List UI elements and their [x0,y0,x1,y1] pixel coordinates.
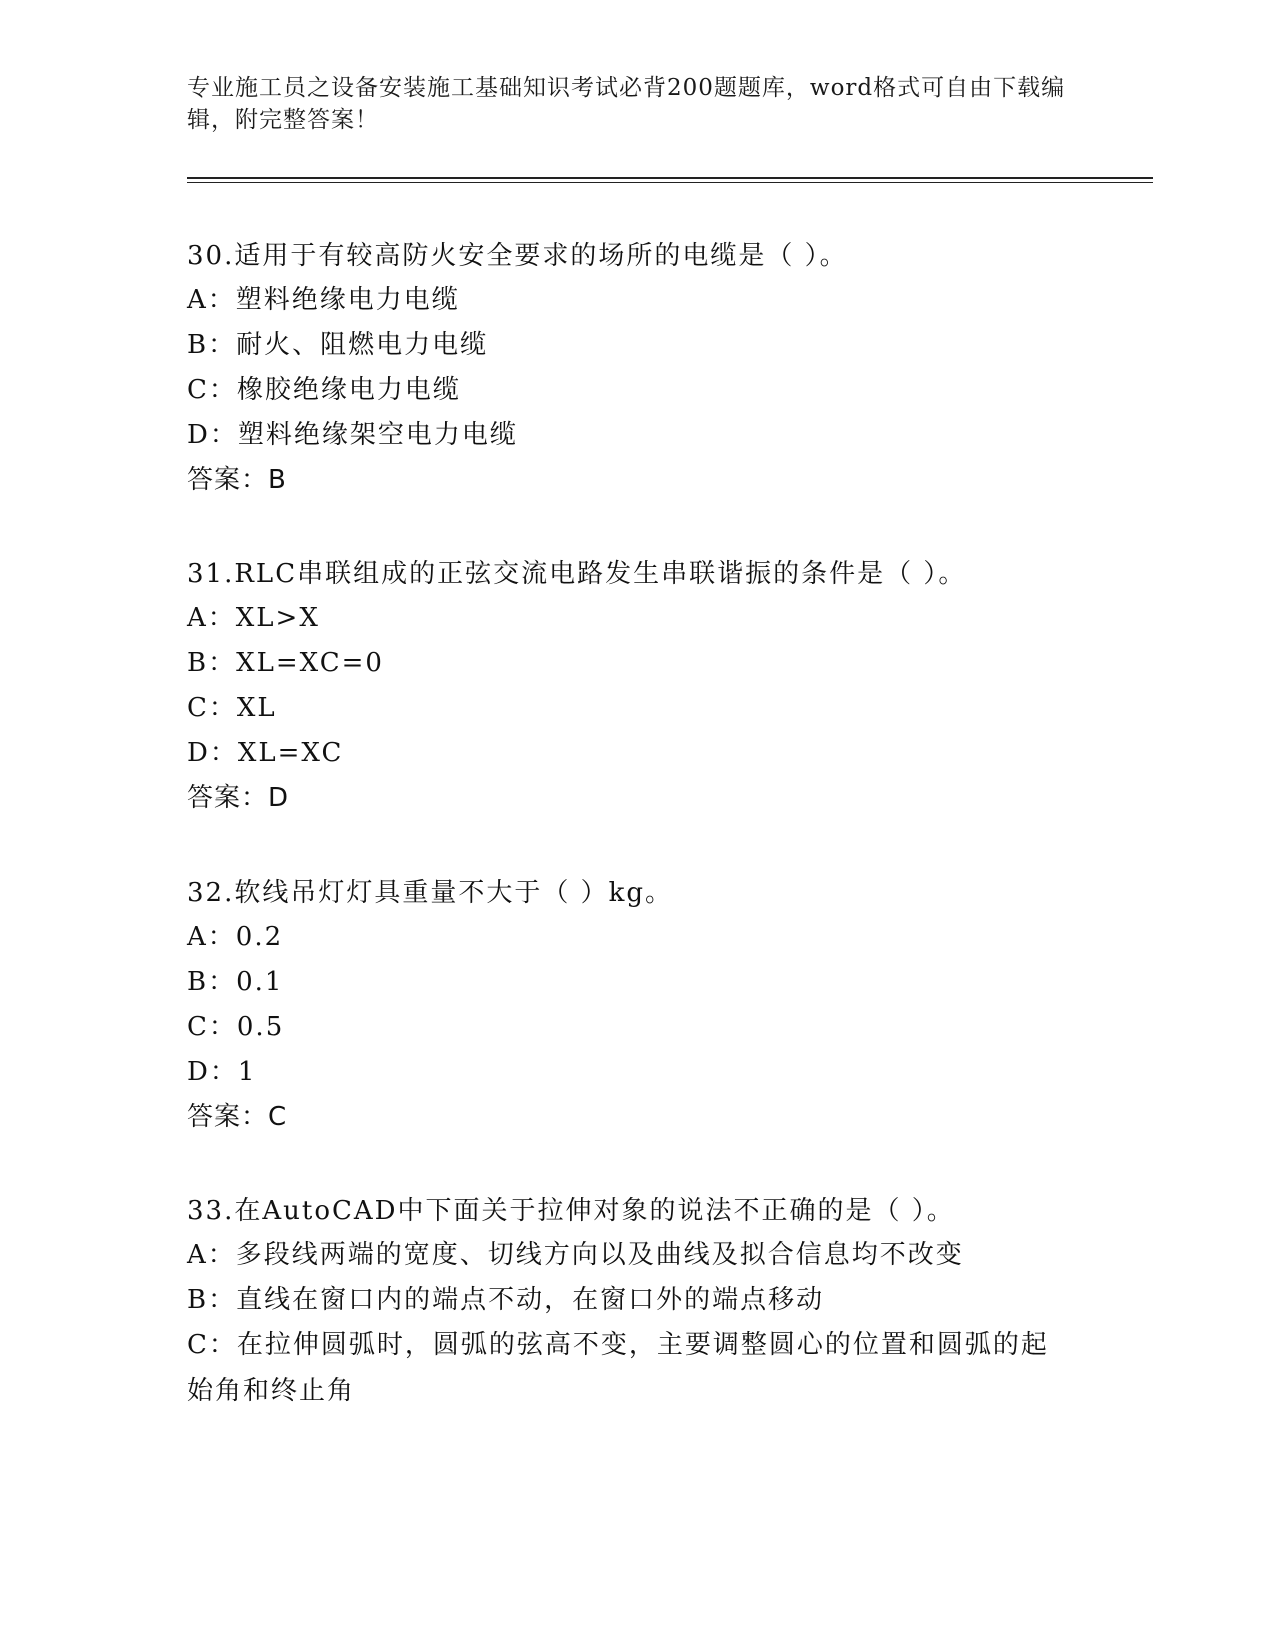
question-30 [187,240,1087,496]
answer: 答案：D [187,783,290,813]
option-a: A：XL>X [187,603,320,633]
header-divider-bottom [187,182,1153,183]
option-d: D：塑料绝缘架空电力电缆 [187,420,518,450]
option-b: B：耐火、阻燃电力电缆 [187,330,489,360]
answer: 答案：B [187,465,287,495]
option-c: C：在拉伸圆弧时，圆弧的弦高不变，主要调整圆心的位置和圆弧的起始角和终止角 [187,1330,1049,1406]
option-a: A：0.2 [187,922,284,952]
question-33 [187,1195,1087,1427]
answer: 答案：C [187,1102,288,1132]
question-stem: 30.适用于有较高防火安全要求的场所的电缆是（ ）。 [187,241,848,271]
option-b: B：XL=XC=0 [187,648,384,678]
option-c: C：XL [187,693,277,723]
header-title: 专业施工员之设备安装施工基础知识考试必背200题题库，word格式可自由下载编辑，附完整答案！ [187,75,1066,133]
question-stem: 31.RLC串联组成的正弦交流电路发生串联谐振的条件是（ ）。 [187,559,967,589]
header-divider-top [187,177,1153,179]
option-a: A：塑料绝缘电力电缆 [187,285,460,315]
option-b: B：直线在窗口内的端点不动，在窗口外的端点移动 [187,1285,825,1315]
option-b: B：0.1 [187,967,284,997]
option-c: C：0.5 [187,1012,285,1042]
option-d: D：XL=XC [187,738,344,768]
question-32 [187,877,1087,1133]
option-d: D：1 [187,1057,257,1087]
question-stem: 33.在AutoCAD中下面关于拉伸对象的说法不正确的是（ ）。 [187,1196,955,1226]
question-31 [187,558,1087,814]
question-stem: 32.软线吊灯灯具重量不大于（ ）kg。 [187,878,674,908]
option-a: A：多段线两端的宽度、切线方向以及曲线及拟合信息均不改变 [187,1240,964,1270]
option-c: C：橡胶绝缘电力电缆 [187,375,461,405]
document-header [187,72,1067,136]
